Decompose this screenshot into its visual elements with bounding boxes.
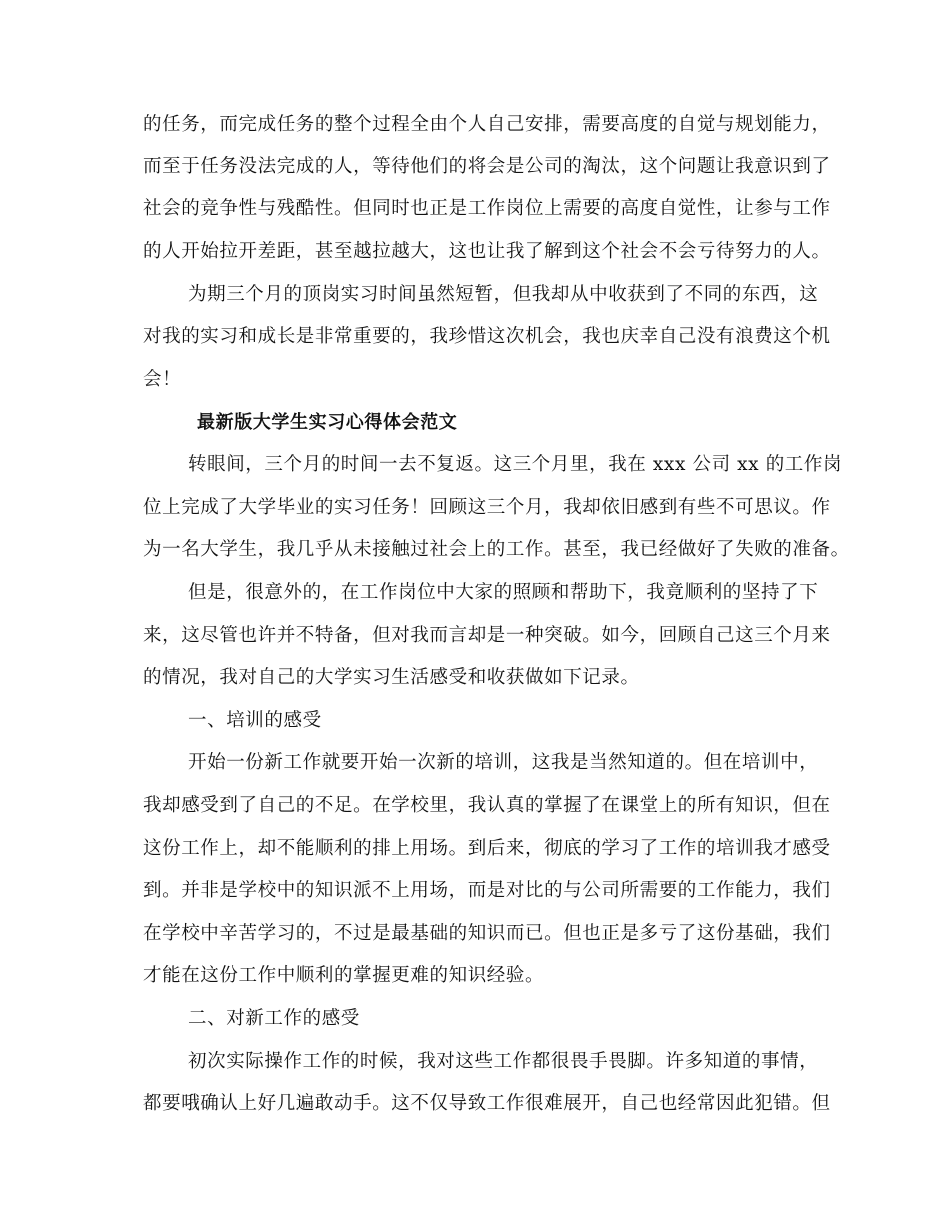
paragraph-line: 但是，很意外的，在工作岗位中大家的照顾和帮助下，我竟顺利的坚持了下: [188, 582, 819, 603]
paragraph-line: 来，这尽管也许并不特备，但对我而言却是一种突破。如今，回顾自己这三个月来: [143, 625, 831, 646]
paragraph-line: 都要哦确认上好几遍敢动手。这不仅导致工作很难展开，自己也经常因此犯错。但: [143, 1093, 831, 1114]
paragraph-line: 才能在这份工作中顺利的掌握更难的知识经验。: [143, 965, 545, 986]
paragraph-line: 在学校中辛苦学习的，不过是最基础的知识而已。但也正是多亏了这份基础，我们: [143, 923, 831, 944]
paragraph-line: 位上完成了大学毕业的实习任务！回顾这三个月，我却依旧感到有些不可思议。作: [143, 497, 831, 518]
paragraph-line: 我却感受到了自己的不足。在学校里，我认真的掌握了在课堂上的所有知识，但在: [143, 795, 831, 816]
paragraph-line: 这份工作上，却不能顺利的排上用场。到后来，彻底的学习了工作的培训我才感受: [143, 838, 831, 859]
paragraph-line: 而至于任务没法完成的人，等待他们的将会是公司的淘汰，这个问题让我意识到了: [143, 156, 831, 177]
paragraph-line: 转眼间，三个月的时间一去不复返。这三个月里，我在 xxx 公司 xx 的工作岗: [188, 454, 843, 475]
paragraph-line: 会！: [143, 369, 182, 390]
paragraph-line: 开始一份新工作就要开始一次新的培训，这我是当然知道的。但在培训中，: [188, 752, 819, 773]
paragraph-line: 的人开始拉开差距，甚至越拉越大，这也让我了解到这个社会不会亏待努力的人。: [143, 241, 831, 262]
paragraph-line: 初次实际操作工作的时候，我对这些工作都很畏手畏脚。许多知道的事情，: [188, 1051, 819, 1072]
section-title: 最新版大学生实习心得体会范文: [197, 412, 458, 433]
paragraph-line: 为一名大学生，我几乎从未接触过社会上的工作。甚至，我已经做好了失败的准备。: [143, 539, 850, 560]
subsection-heading: 二、对新工作的感受: [188, 1008, 360, 1029]
subsection-heading: 一、培训的感受: [188, 710, 322, 731]
paragraph-line: 对我的实习和成长是非常重要的，我珍惜这次机会，我也庆幸自己没有浪费这个机: [143, 326, 831, 347]
paragraph-line: 的情况，我对自己的大学实习生活感受和收获做如下记录。: [143, 667, 640, 688]
paragraph-line: 社会的竞争性与残酷性。但同时也正是工作岗位上需要的高度自觉性，让参与工作: [143, 198, 831, 219]
paragraph-line: 的任务，而完成任务的整个过程全由个人自己安排，需要高度的自觉与规划能力，: [143, 114, 831, 135]
paragraph-line: 到。并非是学校中的知识派不上用场，而是对比的与公司所需要的工作能力，我们: [143, 880, 831, 901]
paragraph-line: 为期三个月的顶岗实习时间虽然短暂，但我却从中收获到了不同的东西，这: [188, 284, 819, 305]
